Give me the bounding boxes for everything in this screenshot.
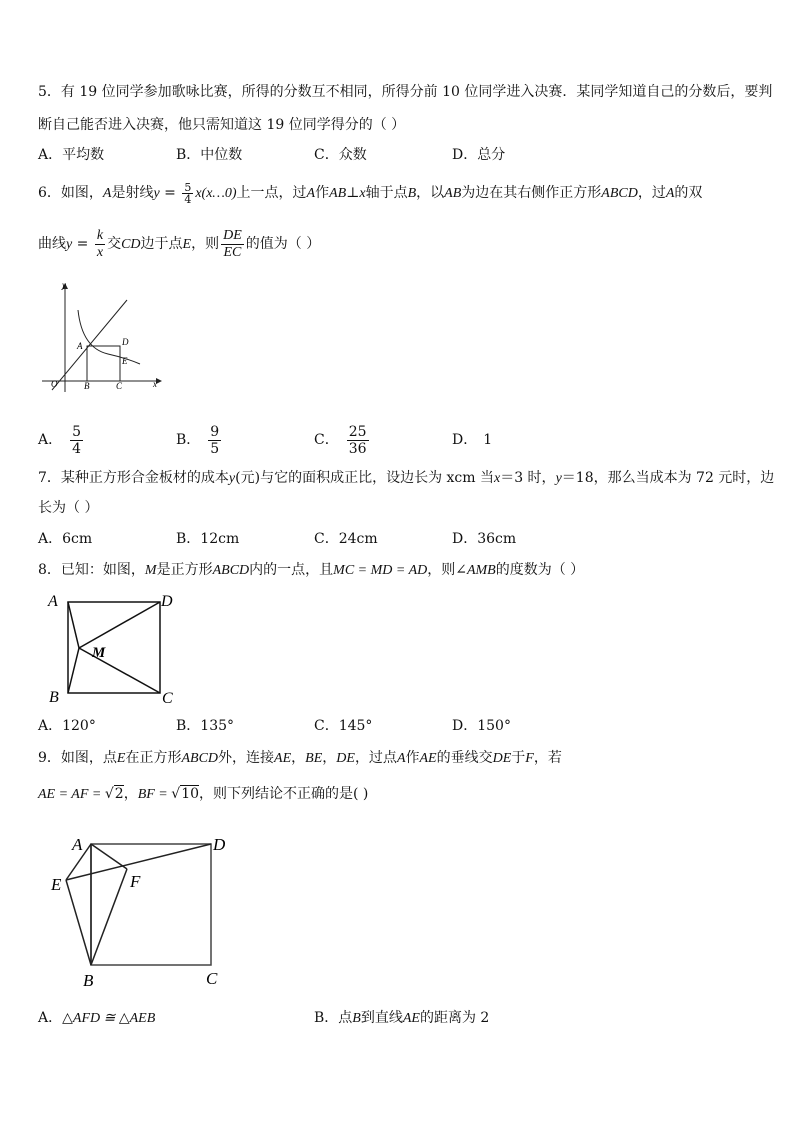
q9-label-e: E xyxy=(51,875,62,894)
q6-label-d: D xyxy=(122,337,129,347)
q6-option-a: A． $\frac{5}{4}$ xyxy=(38,423,82,457)
q6-option-c: C． $\frac{25}{36}$ xyxy=(314,423,367,457)
q6-option-b: B． $\frac{9}{5}$ xyxy=(176,423,220,457)
q6-option-d: D． 1 xyxy=(452,432,493,448)
q9-label-a: A xyxy=(72,835,83,854)
q8-figure xyxy=(44,588,184,708)
q6-square xyxy=(87,346,120,381)
q6-line2: 曲线y = $\frac{k}{x}$ 交CD边于点E，则 $\frac{DE}{EC}$ 的值为（ ） xyxy=(38,227,321,260)
q6-label-a: A xyxy=(77,341,83,351)
q9-line2: AE = AF = √2，BF = √10，则下列结论不正确的是( ) xyxy=(38,786,369,802)
q6-hyperbola-fraction: $\frac{k}{x}$ xyxy=(96,227,104,260)
q7-line1: 7．某种正方形合金板材的成本y(元)与它的面积成正比，设边长为 xcm 当x＝3 时，y＝18，那么当成本为 72 元时，边 xyxy=(38,470,775,486)
q9-label-d: D xyxy=(213,835,226,854)
q8-label-d: D xyxy=(161,593,173,610)
q6-line1: 6．如图，A是射线y = $\frac{5}{4}$ x(x…0)上一点，过A作AB⊥x轴于点B，以AB为边在其右侧作正方形ABCD，过A的双 xyxy=(38,180,703,206)
q7-option-c: C．24cm xyxy=(314,531,378,547)
q5-line2: 断自己能否进入决赛，他只需知道这 19 位同学得分的（ ） xyxy=(38,117,406,133)
q5-option-c: C．众数 xyxy=(314,147,367,163)
q9-option-b: B．点B到直线AE的距离为 2 xyxy=(314,1010,490,1026)
q8-label-c: C xyxy=(162,690,173,707)
q6-ray xyxy=(52,300,127,390)
q6-figure xyxy=(42,280,166,392)
q6-label-o: O xyxy=(51,379,58,389)
q8-square xyxy=(68,602,160,693)
q9-line1: 9．如图，点E在正方形ABCD外，连接AE，BE，DE，过点A作AE的垂线交DE于F，若 xyxy=(38,750,562,766)
q6-label-y: y xyxy=(62,280,66,290)
q6-label-b: B xyxy=(84,381,90,391)
q7-option-b: B．12cm xyxy=(176,531,240,547)
q5-line1: 5．有 19 位同学参加歌咏比赛，所得的分数互不相同，所得分前 10 位同学进入决赛．某同学知道自己的分数后，要判 xyxy=(38,84,773,100)
q6-label-e: E xyxy=(122,356,128,366)
q7-option-a: A．6cm xyxy=(38,531,93,547)
q8-option-d: D．150° xyxy=(452,718,511,734)
q9-label-b: B xyxy=(83,971,94,990)
q5-option-d: D．总分 xyxy=(452,147,506,163)
q6-label-c: C xyxy=(116,381,123,391)
q9-label-c: C xyxy=(206,969,218,988)
q9-option-a: A．△AFD ≅ △AEB xyxy=(38,1010,156,1026)
q8-label-m: M xyxy=(92,645,106,661)
q8-option-c: C．145° xyxy=(314,718,373,734)
q8-label-a: A xyxy=(48,593,58,610)
q7-option-d: D．36cm xyxy=(452,531,517,547)
q8-option-b: B．135° xyxy=(176,718,235,734)
q6-ratio-fraction: $\frac{DE}{EC}$ xyxy=(223,227,242,260)
q6-slope-fraction: $\frac{5}{4}$ xyxy=(184,180,192,206)
q9-square xyxy=(91,844,211,965)
q9-label-f: F xyxy=(130,872,141,891)
q8-option-a: A．120° xyxy=(38,718,96,734)
q5-option-a: A．平均数 xyxy=(38,147,105,163)
q5-option-b: B．中位数 xyxy=(176,147,243,163)
q9-figure xyxy=(46,830,246,992)
q6-label-x: x xyxy=(153,379,157,389)
q7-line2: 长为（ ） xyxy=(38,500,99,516)
q8-line1: 8．已知：如图，M是正方形ABCD内的一点，且MC = MD = AD，则∠AMB的度数为（ ） xyxy=(38,562,585,578)
q8-label-b: B xyxy=(49,689,59,706)
